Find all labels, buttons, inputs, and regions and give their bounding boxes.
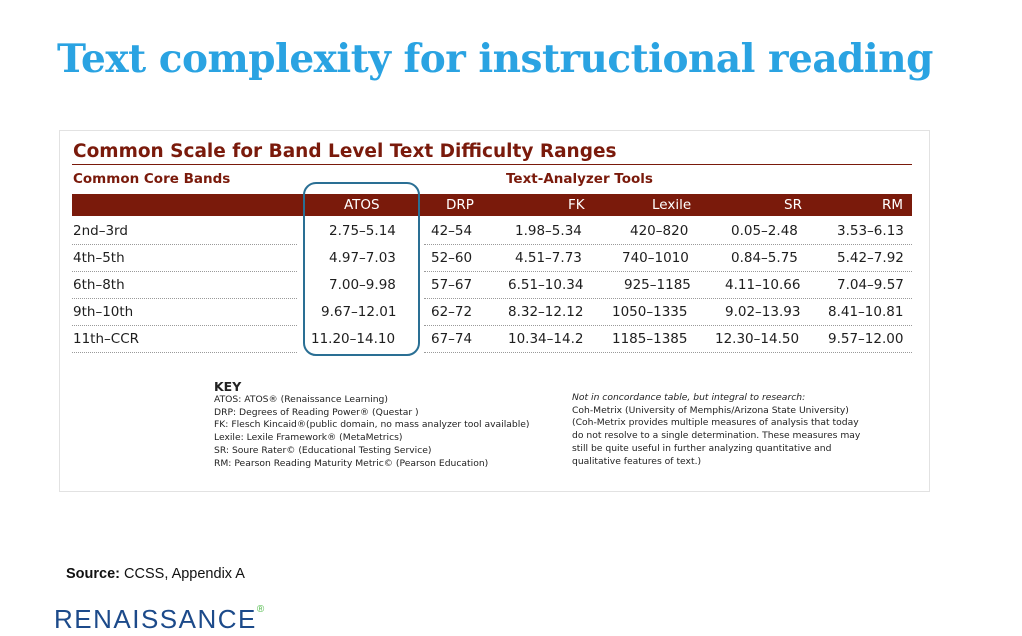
sr-cell: 12.30–14.50 bbox=[715, 331, 800, 347]
key-line: RM: Pearson Reading Maturity Metric© (Pearson Education) bbox=[214, 457, 489, 469]
sr-cell: 0.05–2.48 bbox=[731, 223, 798, 239]
table-header bbox=[72, 194, 912, 216]
table-image-panel bbox=[59, 130, 930, 492]
table-row bbox=[72, 272, 912, 299]
table-row bbox=[72, 218, 912, 245]
note-heading: Not in concordance table, but integral to research: bbox=[572, 392, 806, 403]
registered-mark-icon: ® bbox=[256, 604, 265, 615]
fk-cell: 6.51–10.34 bbox=[508, 277, 584, 293]
table-row bbox=[72, 326, 912, 353]
rm-cell: 3.53–6.13 bbox=[837, 223, 904, 239]
table-title: Common Scale for Band Level Text Difficulty Ranges bbox=[73, 141, 617, 162]
brand-name: RENAISSANCE bbox=[54, 604, 257, 634]
drp-cell: 57–67 bbox=[431, 277, 473, 293]
band-cell: 2nd–3rd bbox=[73, 223, 128, 239]
slide-title: Text complexity for instructional reading bbox=[57, 36, 933, 82]
fk-cell: 4.51–7.73 bbox=[515, 250, 582, 266]
drp-cell: 52–60 bbox=[431, 250, 473, 266]
source-label: Source: bbox=[66, 566, 120, 582]
key-line: Lexile: Lexile Framework® (MetaMetrics) bbox=[214, 432, 403, 444]
atos-cell: 9.67–12.01 bbox=[321, 304, 397, 320]
note-line: qualitative features of text.) bbox=[572, 455, 702, 467]
key-line: SR: Soure Rater© (Educational Testing Service) bbox=[214, 444, 432, 456]
row-dotted-rule bbox=[72, 352, 297, 353]
band-cell: 4th–5th bbox=[73, 250, 125, 266]
title-rule bbox=[72, 164, 912, 165]
col-header-sr: SR bbox=[784, 197, 802, 213]
sr-cell: 4.11–10.66 bbox=[725, 277, 801, 293]
col-header-drp: DRP bbox=[446, 197, 474, 213]
sr-cell: 0.84–5.75 bbox=[731, 250, 798, 266]
fk-cell: 10.34–14.2 bbox=[508, 331, 584, 347]
rm-cell: 7.04–9.57 bbox=[837, 277, 904, 293]
col-header-lexile: Lexile bbox=[652, 197, 692, 213]
lexile-cell: 925–1185 bbox=[624, 277, 691, 293]
note-line: Coh-Metrix (University of Memphis/Arizona State University) bbox=[572, 404, 849, 416]
rm-cell: 8.41–10.81 bbox=[828, 304, 904, 320]
note-line: still be quite useful in further analyzing quantitative and bbox=[572, 442, 832, 454]
fk-cell: 1.98–5.34 bbox=[515, 223, 582, 239]
renaissance-logo bbox=[54, 604, 264, 635]
atos-cell: 7.00–9.98 bbox=[329, 277, 396, 293]
col-header-atos: ATOS bbox=[344, 197, 380, 213]
lexile-cell: 420–820 bbox=[630, 223, 689, 239]
sr-cell: 9.02–13.93 bbox=[725, 304, 801, 320]
band-cell: 9th–10th bbox=[73, 304, 134, 320]
drp-cell: 67–74 bbox=[431, 331, 473, 347]
key-legend bbox=[214, 380, 554, 470]
source-text: CCSS, Appendix A bbox=[120, 566, 245, 582]
table-row bbox=[72, 299, 912, 326]
key-line: FK: Flesch Kincaid®(public domain, no mass analyzer tool available) bbox=[214, 419, 530, 431]
atos-cell: 2.75–5.14 bbox=[329, 223, 396, 239]
note-line: do not resolve to a single determination. These measures may bbox=[572, 430, 861, 442]
lexile-cell: 1050–1335 bbox=[612, 304, 688, 320]
key-line: DRP: Degrees of Reading Power® (Questar ) bbox=[214, 406, 419, 418]
band-cell: 6th–8th bbox=[73, 277, 125, 293]
band-cell: 11th–CCR bbox=[73, 331, 140, 347]
drp-cell: 62–72 bbox=[431, 304, 473, 320]
atos-column-highlight bbox=[303, 182, 420, 356]
rm-cell: 9.57–12.00 bbox=[828, 331, 904, 347]
col-header-fk: FK bbox=[568, 197, 585, 213]
common-core-bands-label: Common Core Bands bbox=[73, 171, 231, 187]
atos-cell: 11.20–14.10 bbox=[311, 331, 396, 347]
note-line: (Coh-Metrix provides multiple measures of analysis that today bbox=[572, 417, 859, 429]
row-dotted-rule bbox=[424, 352, 912, 353]
rm-cell: 5.42–7.92 bbox=[837, 250, 904, 266]
text-analyzer-tools-label: Text-Analyzer Tools bbox=[506, 171, 653, 187]
table-row bbox=[72, 245, 912, 272]
source-citation bbox=[66, 566, 245, 582]
fk-cell: 8.32–12.12 bbox=[508, 304, 584, 320]
col-header-rm: RM bbox=[882, 197, 904, 213]
key-line: ATOS: ATOS® (Renaissance Learning) bbox=[214, 394, 388, 405]
lexile-cell: 1185–1385 bbox=[612, 331, 688, 347]
drp-cell: 42–54 bbox=[431, 223, 473, 239]
research-note bbox=[572, 392, 892, 468]
lexile-cell: 740–1010 bbox=[622, 250, 689, 266]
atos-cell: 4.97–7.03 bbox=[329, 250, 396, 266]
key-heading: KEY bbox=[214, 379, 242, 394]
